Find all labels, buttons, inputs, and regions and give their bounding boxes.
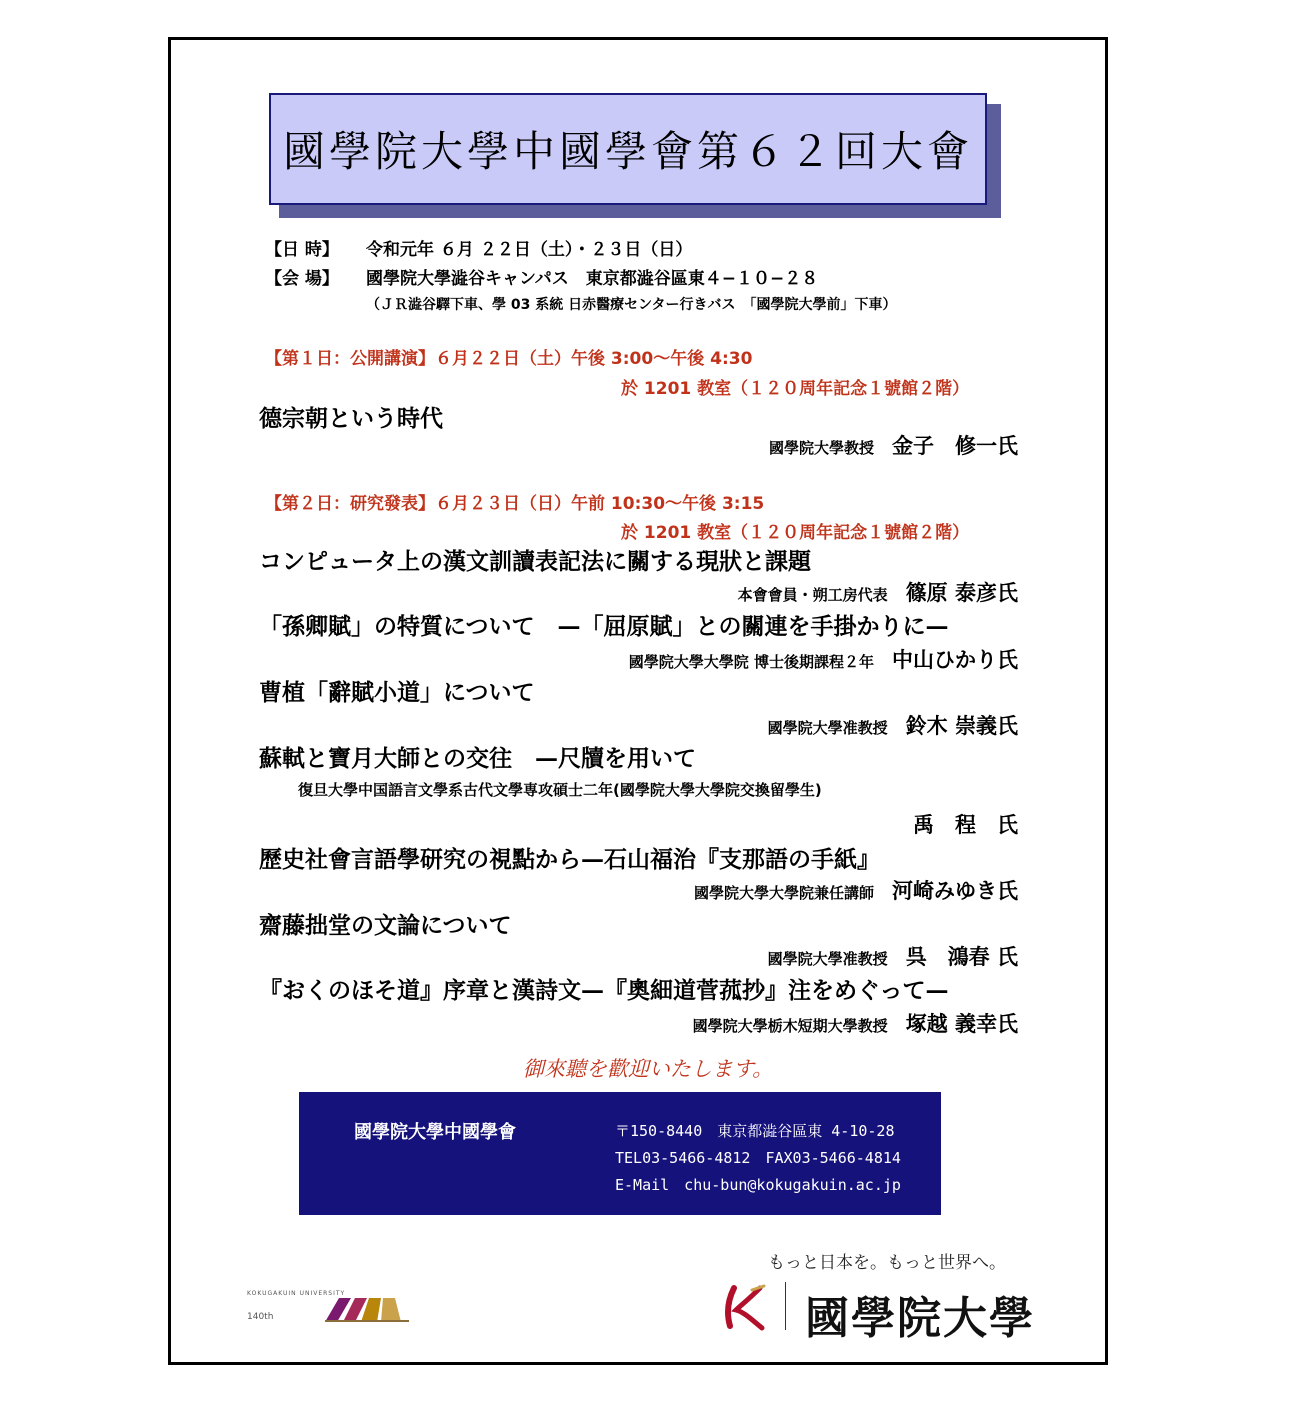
speaker-name: 塚越 義幸氏: [905, 1011, 1018, 1036]
title-box: [269, 93, 987, 205]
speaker-name: 篠原 泰彦氏: [905, 580, 1018, 605]
logo-divider: [785, 1282, 786, 1330]
page-title: 國學院大學中國學會第６２回大會: [282, 127, 973, 176]
speaker-name: 呉 鴻春 氏: [905, 944, 1018, 969]
venue-label: 【会 場】: [265, 269, 339, 289]
speaker-name: 中山ひかり氏: [892, 647, 1018, 672]
anniversary-logo: [247, 1290, 412, 1324]
speaker-affiliation: 國學院大學大學院 博士後期課程２年: [628, 653, 874, 671]
contact-email[interactable]: E-Mail chu-bun@kokugakuin.ac.jp: [615, 1176, 901, 1194]
speaker-affiliation: 復旦大學中国語言文學系古代文學専攻碩士二年(國學院大學大學院交換留學生): [298, 781, 822, 799]
contact-address: 〒150-8440 東京都澁谷區東 4-10-28: [615, 1122, 895, 1140]
day1-talk-title: 德宗朝という時代: [259, 405, 443, 432]
day1-room: 於 1201 教室（１２０周年記念１號館２階）: [621, 379, 970, 399]
welcome-message: 御來聽を歡迎いたします。: [522, 1057, 774, 1081]
anniversary-number: 140th: [247, 1312, 274, 1322]
speaker-line: [768, 710, 1018, 740]
speaker-affiliation: 國學院大學栃木短期大學教授: [692, 1017, 888, 1035]
talk-title: 蘇軾と寶月大師との交往 —尺牘を用いて: [259, 745, 696, 772]
speaker-name: 河崎みゆき氏: [892, 878, 1018, 903]
university-name: 國學院大學: [805, 1293, 1035, 1344]
speaker-line: [738, 577, 1018, 607]
day2-room: 於 1201 教室（１２０周年記念１號館２階）: [621, 523, 970, 543]
speaker-line: [694, 875, 1018, 905]
talk-title: 『おくのほそ道』序章と漢詩文—『奧細道菅菰抄』注をめぐって—: [259, 977, 949, 1004]
talk-title: 齋藤拙堂の文論について: [259, 912, 512, 939]
date-label: 【日 時】: [265, 240, 339, 260]
speaker-line: [895, 809, 1018, 839]
contact-box: [299, 1092, 941, 1215]
day1-affiliation: 國學院大學教授: [768, 439, 874, 457]
talk-title: 歷史社會言語學研究の視點から—石山福治『支那語の手紙』: [259, 846, 880, 873]
talk-title: 「孫卿賦」の特質について —「屈原賦」との關連を手掛かりに—: [259, 613, 949, 640]
day2-header: 【第２日：研究發表】６月２３日（日）午前 10:30～午後 3:15: [265, 494, 765, 514]
speaker-line: [768, 941, 1018, 971]
day1-speaker: 金子 修一氏: [892, 433, 1018, 458]
day1-speaker-line: [769, 430, 1018, 460]
talk-title: 曹植「辭賦小道」について: [259, 679, 535, 706]
venue-value: 國學院大學澁谷キャンパス 東京都澁谷區東４−１０−２８: [366, 269, 819, 289]
speaker-line: [693, 1008, 1018, 1038]
access-info: （ＪＲ澁谷驛下車、學 03 系統 日赤醫療センター行きバス 「國學院大學前」下車）: [366, 297, 897, 313]
contact-phone: TEL03-5466-4812 FAX03-5466-4814: [615, 1149, 901, 1167]
speaker-line: [629, 644, 1018, 674]
anniversary-text: KOKUGAKUIN UNIVERSITY: [247, 1290, 346, 1297]
speaker-name: 禹 程 氏: [913, 812, 1018, 837]
slogan: もっと日本を。もっと世界へ。: [768, 1253, 1006, 1273]
speaker-affiliation: 國學院大學大學院兼任講師: [693, 884, 874, 902]
speaker-affiliation: 本會會員・朔工房代表: [737, 586, 888, 604]
contact-org: 國學院大學中國學會: [354, 1122, 516, 1143]
day1-header: 【第１日：公開講演】６月２２日（土）午後 3:00～午後 4:30: [265, 349, 753, 369]
speaker-affiliation: 國學院大學准教授: [767, 950, 888, 968]
talk-title: コンピュータ上の漢文訓讀表記法に關する現狀と課題: [259, 548, 811, 575]
anniversary-emblem-icon: [325, 1294, 409, 1322]
university-k-logo-icon: [722, 1282, 770, 1334]
speaker-affiliation: 國學院大學准教授: [767, 719, 888, 737]
date-value: 令和元年 ６月 ２２日（土）・２３日（日）: [366, 240, 693, 260]
speaker-name: 鈴木 崇義氏: [905, 713, 1018, 738]
